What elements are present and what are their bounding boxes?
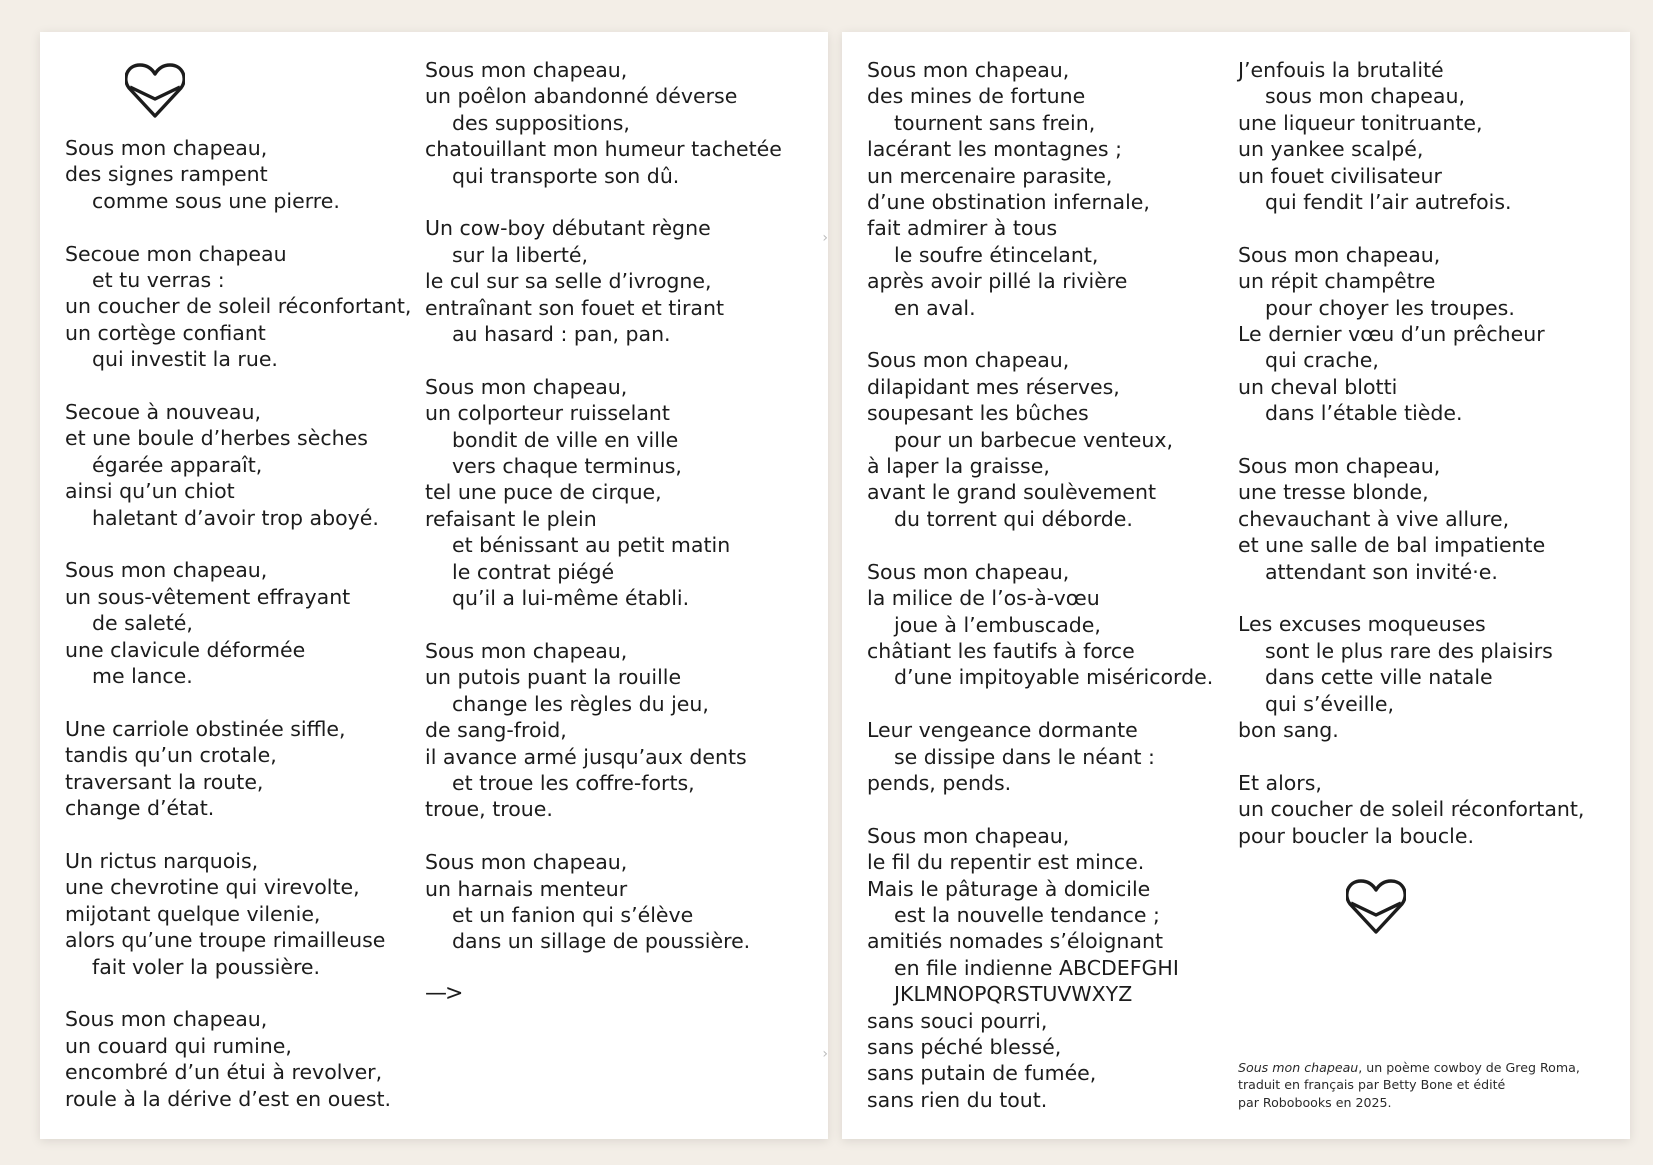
stanza-list	[65, 135, 411, 1112]
poem-line: Et alors,	[1238, 770, 1322, 795]
poem-line: est la nouvelle tendance ;	[894, 902, 1160, 927]
poem-line: entraînant son fouet et tirant	[425, 295, 725, 320]
poem-line: de saleté,	[92, 611, 193, 636]
colophon	[1238, 1059, 1580, 1111]
poem-column-3	[867, 57, 1213, 1140]
poem-line: Secoue mon chapeau	[65, 241, 287, 266]
poem-line: me lance.	[92, 664, 193, 689]
poem-line: en aval.	[894, 295, 976, 320]
poem-line: un couard qui rumine,	[65, 1033, 292, 1058]
poem-line: des mines de fortune	[867, 84, 1086, 109]
stanza	[867, 717, 1213, 796]
stanza	[867, 347, 1213, 532]
poem-line: égarée apparaît,	[92, 452, 263, 477]
poem-line: fait admirer à tous	[867, 216, 1058, 241]
poem-line: sont le plus rare des plaisirs	[1265, 638, 1553, 663]
poem-line: un harnais menteur	[425, 876, 628, 901]
poem-line: qui crache,	[1265, 348, 1379, 373]
poem-line: qui investit la rue.	[92, 347, 278, 372]
next-page-arrow: —>	[425, 981, 462, 1007]
left-page	[40, 32, 828, 1139]
poem-line: à laper la graisse,	[867, 454, 1050, 479]
poem-line: des signes rampent	[65, 162, 268, 187]
poem-line: sans péché blessé,	[867, 1034, 1062, 1059]
poem-line: le fil du repentir est mince.	[867, 850, 1145, 875]
stanza	[867, 823, 1213, 1113]
poem-line: Sous mon chapeau,	[867, 58, 1070, 82]
poem-line: un coucher de soleil réconfortant,	[65, 294, 412, 319]
stanza	[65, 135, 411, 214]
stanza-list	[1238, 57, 1584, 849]
poem-line: J’enfouis la brutalité	[1238, 58, 1444, 82]
poem-line: tournent sans frein,	[894, 110, 1096, 135]
poem-line: au hasard : pan, pan.	[452, 322, 671, 347]
poem-line: sous mon chapeau,	[1265, 84, 1465, 109]
stanza	[425, 849, 782, 955]
stanza	[65, 848, 411, 980]
poem-line: qui transporte son dû.	[452, 163, 680, 188]
poem-line: des suppositions,	[452, 110, 630, 135]
poem-line: Un rictus narquois,	[65, 848, 259, 873]
poem-line: sans rien du tout.	[867, 1087, 1048, 1112]
stanza	[425, 215, 782, 347]
poem-line: du torrent qui déborde.	[894, 506, 1133, 531]
poem-column-2	[425, 57, 782, 1008]
poem-line: Sous mon chapeau,	[867, 823, 1070, 848]
poem-line: Sous mon chapeau,	[425, 850, 628, 875]
poem-line: un colporteur ruisselant	[425, 401, 670, 426]
poem-line: troue, troue.	[425, 797, 553, 822]
poem-line: traversant la route,	[65, 769, 264, 794]
poem-line: Le dernier vœu d’un prêcheur	[1238, 322, 1545, 347]
poem-line: un mercenaire parasite,	[867, 163, 1113, 188]
poem-line: sur la liberté,	[452, 242, 589, 267]
poem-line: pour choyer les troupes.	[1265, 295, 1515, 320]
poem-line: alors qu’une troupe rimailleuse	[65, 928, 386, 953]
poem-line: un fouet civilisateur	[1238, 163, 1442, 188]
poem-line: et tu verras :	[92, 268, 225, 293]
poem-line: il avance armé jusqu’aux dents	[425, 744, 747, 769]
colophon-credit: , un poème cowboy de Greg Roma,	[1358, 1060, 1580, 1075]
poem-line: Sous mon chapeau,	[425, 58, 628, 82]
poem-line: en file indienne ABCDEFGHI	[894, 955, 1179, 980]
stanza-list	[425, 57, 782, 955]
poem-line: qui s’éveille,	[1265, 691, 1394, 716]
poem-line: une clavicule déformée	[65, 637, 306, 662]
poem-line: tel une puce de cirque,	[425, 480, 662, 505]
stanza	[65, 241, 411, 373]
colophon-line-3: par Robobooks en 2025.	[1238, 1094, 1392, 1110]
poem-line: dans cette ville natale	[1265, 665, 1493, 690]
poem-line: soupesant les bûches	[867, 401, 1089, 426]
stanza	[65, 1006, 411, 1112]
poem-line: châtiant les fautifs à force	[867, 638, 1135, 663]
poem-line: pends, pends.	[867, 770, 1012, 795]
fold-mark: ›	[822, 230, 828, 246]
poem-line: Sous mon chapeau,	[65, 136, 268, 160]
poem-line: la milice de l’os-à-vœu	[867, 586, 1100, 611]
heart-icon	[1346, 876, 1406, 936]
poem-line: change d’état.	[65, 796, 215, 821]
poem-line: chatouillant mon humeur tachetée	[425, 137, 782, 162]
poem-line: mijotant quelque vilenie,	[65, 901, 321, 926]
poem-line: un cortège confiant	[65, 320, 266, 345]
poem-line: un poêlon abandonné déverse	[425, 84, 738, 109]
poem-line: une liqueur tonitruante,	[1238, 110, 1483, 135]
poem-line: joue à l’embuscade,	[894, 612, 1101, 637]
poem-line: chevauchant à vive allure,	[1238, 506, 1510, 531]
poem-line: et une salle de bal impatiente	[1238, 533, 1546, 558]
stanza	[425, 57, 782, 189]
poem-line: bondit de ville en ville	[452, 427, 679, 452]
poem-line: Mais le pâturage à domicile	[867, 876, 1151, 901]
stanza	[867, 559, 1213, 691]
poem-line: de sang-froid,	[425, 718, 567, 743]
stanza	[1238, 242, 1584, 427]
poem-line: Sous mon chapeau,	[867, 348, 1070, 373]
colophon-line-1	[1238, 1059, 1580, 1076]
fold-mark: ›	[822, 1046, 828, 1062]
poem-line: Les excuses moqueuses	[1238, 612, 1486, 637]
poem-line: Secoue à nouveau,	[65, 400, 261, 425]
poem-line: dans un sillage de poussière.	[452, 929, 751, 954]
poem-line: le contrat piégé	[452, 559, 615, 584]
poem-column-4	[1238, 57, 1584, 936]
poem-line: Sous mon chapeau,	[425, 638, 628, 663]
poem-line: Sous mon chapeau,	[65, 558, 268, 583]
colophon-title: Sous mon chapeau	[1238, 1060, 1359, 1075]
poem-line: se dissipe dans le néant :	[894, 744, 1155, 769]
poem-line: un coucher de soleil réconfortant,	[1238, 797, 1585, 822]
poem-line: un répit champêtre	[1238, 269, 1436, 294]
poem-line: d’une impitoyable miséricorde.	[894, 665, 1214, 690]
stanza	[1238, 611, 1584, 743]
poem-line: un sous-vêtement effrayant	[65, 584, 351, 609]
poem-line: JKLMNOPQRSTUVWXYZ	[894, 982, 1133, 1007]
poem-line: Une carriole obstinée siffle,	[65, 716, 346, 741]
poem-line: et une boule d’herbes sèches	[65, 426, 368, 451]
stanza	[425, 638, 782, 823]
poem-line: Sous mon chapeau,	[1238, 454, 1441, 479]
poem-line: bon sang.	[1238, 718, 1339, 743]
poem-line: tandis qu’un crotale,	[65, 743, 277, 768]
poem-line: refaisant le plein	[425, 506, 597, 531]
stanza	[65, 399, 411, 531]
stanza	[425, 374, 782, 612]
heart-icon	[125, 61, 185, 119]
poem-line: le cul sur sa selle d’ivrogne,	[425, 269, 712, 294]
poem-line: sans putain de fumée,	[867, 1061, 1097, 1086]
poem-line: roule à la dérive d’est en ouest.	[65, 1086, 392, 1111]
poem-line: ainsi qu’un chiot	[65, 479, 235, 504]
stanza	[65, 557, 411, 689]
poem-line: Un cow-boy débutant règne	[425, 216, 711, 241]
stanza	[1238, 57, 1584, 215]
poem-line: une chevrotine qui virevolte,	[65, 875, 360, 900]
poem-line: pour boucler la boucle.	[1238, 823, 1474, 848]
poem-line: et un fanion qui s’élève	[452, 902, 694, 927]
poem-line: Sous mon chapeau,	[425, 374, 628, 399]
poem-line: Sous mon chapeau,	[867, 559, 1070, 584]
poem-line: fait voler la poussière.	[92, 954, 321, 979]
poem-line: attendant son invité·e.	[1265, 559, 1498, 584]
poem-line: d’une obstination infernale,	[867, 190, 1150, 215]
poem-line: comme sous une pierre.	[92, 188, 340, 213]
poem-line: Leur vengeance dormante	[867, 718, 1138, 743]
poem-line: lacérant les montagnes ;	[867, 137, 1123, 162]
poem-line: et bénissant au petit matin	[452, 533, 731, 558]
poem-line: pour un barbecue venteux,	[894, 427, 1174, 452]
poem-column-1	[65, 57, 411, 1138]
poem-line: Sous mon chapeau,	[1238, 242, 1441, 267]
poem-line: dans l’étable tiède.	[1265, 401, 1463, 426]
stanza	[1238, 770, 1584, 849]
poem-line: dilapidant mes réserves,	[867, 374, 1120, 399]
stanza-list	[867, 57, 1213, 1113]
poem-line: encombré d’un étui à revolver,	[65, 1060, 383, 1085]
poem-line: qu’il a lui-même établi.	[452, 586, 690, 611]
poem-line: amitiés nomades s’éloignant	[867, 929, 1163, 954]
stanza	[65, 716, 411, 822]
poem-line: avant le grand soulèvement	[867, 480, 1157, 505]
poem-line: une tresse blonde,	[1238, 480, 1429, 505]
poem-line: qui fendit l’air autrefois.	[1265, 190, 1512, 215]
poem-line: Sous mon chapeau,	[65, 1007, 268, 1032]
right-page	[842, 32, 1630, 1139]
poem-line: et troue les coffre-forts,	[452, 770, 695, 795]
poem-line: un yankee scalpé,	[1238, 137, 1424, 162]
poem-line: sans souci pourri,	[867, 1008, 1048, 1033]
poem-line: un putois puant la rouille	[425, 665, 682, 690]
poem-line: change les règles du jeu,	[452, 691, 709, 716]
stanza	[1238, 453, 1584, 585]
colophon-line-2: traduit en français par Betty Bone et édité	[1238, 1077, 1506, 1093]
stanza	[867, 57, 1213, 321]
poem-line: haletant d’avoir trop aboyé.	[92, 505, 379, 530]
poem-line: vers chaque terminus,	[452, 454, 682, 479]
poem-line: après avoir pillé la rivière	[867, 269, 1128, 294]
poem-line: un cheval blotti	[1238, 374, 1398, 399]
poem-line: le soufre étincelant,	[894, 242, 1099, 267]
